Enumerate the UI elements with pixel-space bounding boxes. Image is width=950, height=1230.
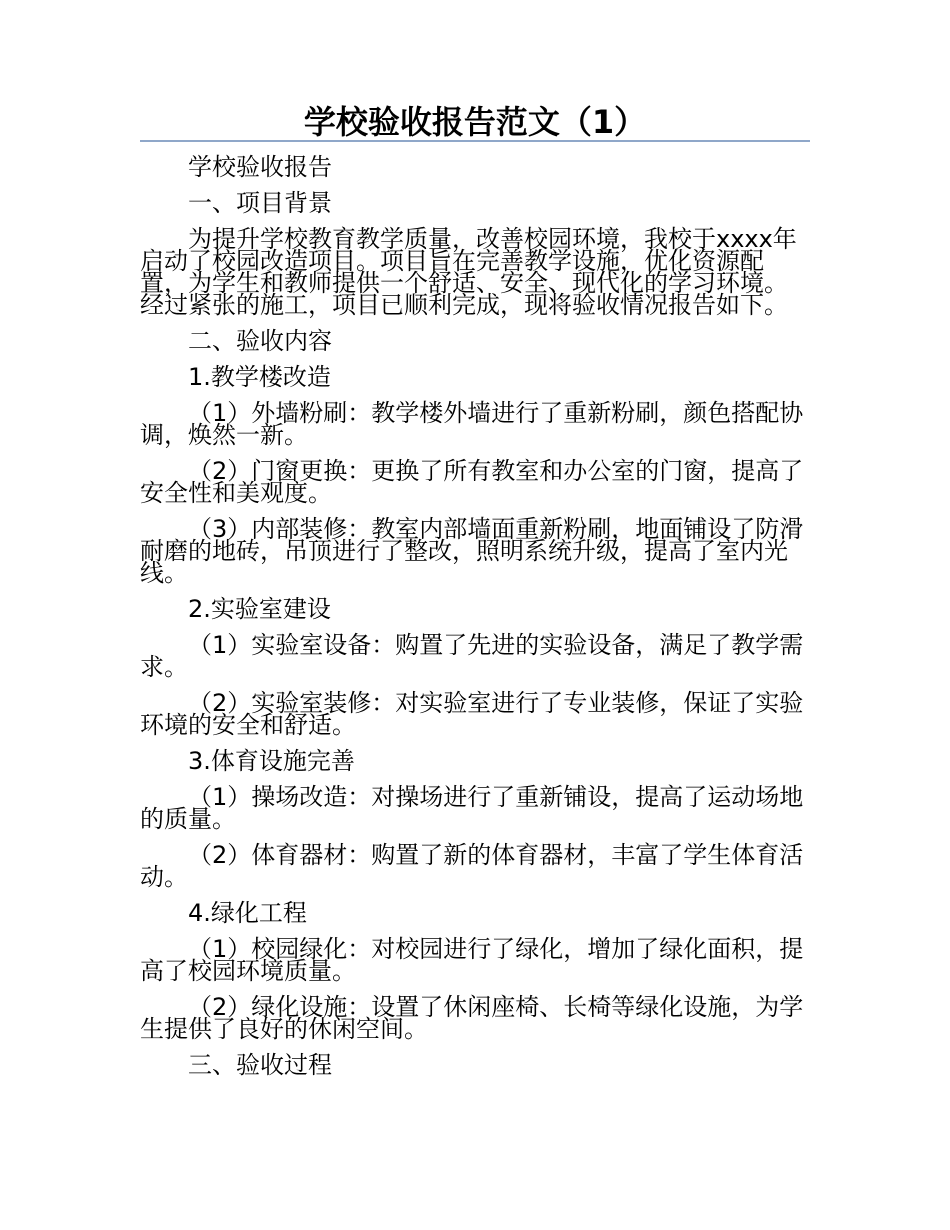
item-doors-windows: （2）门窗更换：更换了所有教室和办公室的门窗，提高了安全性和美观度。 [140, 457, 804, 507]
report-label: 学校验收报告 [188, 153, 332, 181]
item-lab-decoration: （2）实验室装修：对实验室进行了专业装修，保证了实验环境的安全和舒适。 [140, 689, 804, 739]
document-page [140, 100, 810, 1090]
item-campus-greening: （1）校园绿化：对校园进行了绿化，增加了绿化面积，提高了校园环境质量。 [140, 935, 804, 985]
section-heading-process: 三、验收过程 [188, 1051, 332, 1079]
item-playground: （1）操场改造：对操场进行了重新铺设，提高了运动场地的质量。 [140, 783, 804, 833]
document-title: 学校验收报告范文（1） [303, 103, 647, 141]
item-sports-equipment: （2）体育器材：购置了新的体育器材，丰富了学生体育活动。 [140, 841, 804, 891]
section-heading-content: 二、验收内容 [188, 327, 332, 355]
subheading-teaching-building: 1.教学楼改造 [188, 363, 331, 391]
background-paragraph: 为提升学校教育教学质量，改善校园环境，我校于xxxx年启动了校园改造项目。项目旨在完善教学设施，优化资源配置，为学生和教师提供一个舒适、安全、现代化的学习环境。经过紧张的施工，项目已顺利完成，现将验收情况报告如下。 [140, 225, 797, 319]
subheading-greening: 4.绿化工程 [188, 899, 307, 927]
item-lab-equipment: （1）实验室设备：购置了先进的实验设备，满足了教学需求。 [140, 631, 804, 681]
section-heading-background: 一、项目背景 [188, 189, 332, 217]
subheading-sports-facilities: 3.体育设施完善 [188, 747, 355, 775]
item-greening-facilities: （2）绿化设施：设置了休闲座椅、长椅等绿化设施，为学生提供了良好的休闲空间。 [140, 993, 804, 1043]
item-exterior-painting: （1）外墙粉刷：教学楼外墙进行了重新粉刷，颜色搭配协调，焕然一新。 [140, 399, 804, 449]
subheading-laboratory: 2.实验室建设 [188, 595, 331, 623]
item-interior-decoration: （3）内部装修：教室内部墙面重新粉刷，地面铺设了防滑耐磨的地砖，吊顶进行了整改，照明系统升级，提高了室内光线。 [140, 515, 804, 587]
